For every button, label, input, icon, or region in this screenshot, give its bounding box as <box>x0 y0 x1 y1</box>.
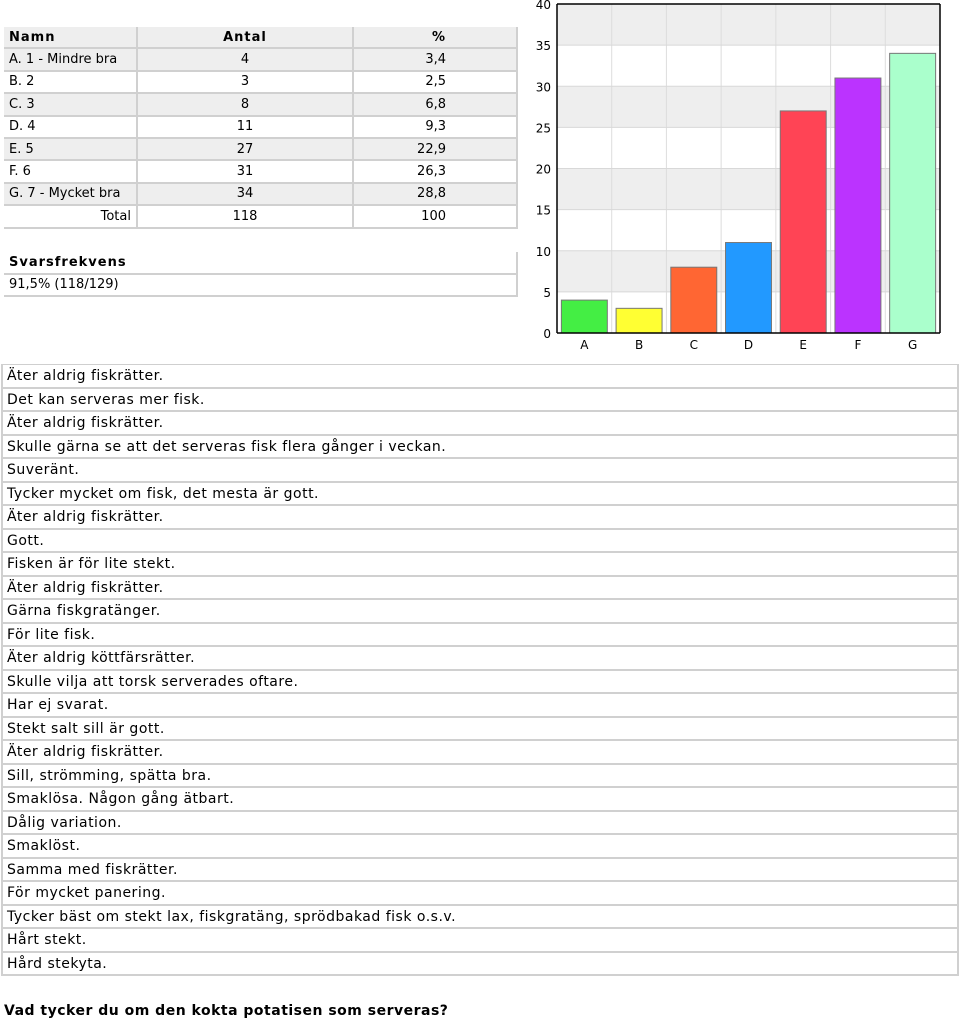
comment-row: Hård stekyta. <box>1 953 959 977</box>
y-tick-label: 5 <box>543 285 551 300</box>
row-name: A. 1 - Mindre bra <box>4 49 138 71</box>
comment-row: Äter aldrig fiskrätter. <box>1 412 959 436</box>
comment-row: Gott. <box>1 530 959 554</box>
bar-c <box>671 267 717 333</box>
row-percent: 28,8 <box>354 184 518 206</box>
row-percent: 3,4 <box>354 49 518 71</box>
next-question-heading: Vad tycker du om den kokta potatisen som serveras? <box>4 1003 449 1019</box>
comment-row: Smaklösa. Någon gång ätbart. <box>1 788 959 812</box>
comments-list <box>1 364 959 976</box>
comment-row: Stekt salt sill är gott. <box>1 718 959 742</box>
bar-g <box>890 53 936 333</box>
x-tick-label: G <box>907 338 918 352</box>
comment-row: Hårt stekt. <box>1 929 959 953</box>
comment-row: Äter aldrig fiskrätter. <box>1 741 959 765</box>
y-tick-label: 20 <box>535 162 551 177</box>
table-row <box>4 184 518 206</box>
comment-row: Äter aldrig fiskrätter. <box>1 577 959 601</box>
row-percent: 22,9 <box>354 139 518 161</box>
x-tick-label: B <box>634 338 644 352</box>
comment-row: Äter aldrig köttfärsrätter. <box>1 647 959 671</box>
total-label: Total <box>4 206 138 228</box>
comment-row: Smaklöst. <box>1 835 959 859</box>
header-name: Namn <box>4 27 138 49</box>
y-tick-label: 30 <box>535 80 551 95</box>
bar-chart <box>526 0 956 360</box>
row-percent: 2,5 <box>354 72 518 94</box>
comment-row: Sill, strömming, spätta bra. <box>1 765 959 789</box>
row-count: 34 <box>138 184 354 206</box>
bar-a <box>561 300 607 333</box>
comment-row: Gärna fiskgratänger. <box>1 600 959 624</box>
x-tick-label: A <box>580 338 589 352</box>
row-percent: 9,3 <box>354 117 518 139</box>
comment-row: Tycker mycket om fisk, det mesta är gott. <box>1 483 959 507</box>
y-tick-label: 10 <box>535 244 551 259</box>
x-tick-label: D <box>743 338 754 352</box>
bar-b <box>616 308 662 333</box>
x-tick-label: C <box>689 338 698 352</box>
y-tick-label: 25 <box>535 121 551 136</box>
row-name: F. 6 <box>4 161 138 183</box>
total-row <box>4 206 518 228</box>
row-percent: 26,3 <box>354 161 518 183</box>
row-count: 27 <box>138 139 354 161</box>
row-name: G. 7 - Mycket bra <box>4 184 138 206</box>
table-row <box>4 72 518 94</box>
comment-row: Skulle vilja att torsk serverades oftare. <box>1 671 959 695</box>
y-tick-label: 15 <box>535 203 551 218</box>
bar-f <box>835 78 881 333</box>
comment-row: För mycket panering. <box>1 882 959 906</box>
grid-band <box>557 169 940 210</box>
y-tick-label: 40 <box>535 0 551 12</box>
response-rate-value: 91,5% (118/129) <box>4 275 518 298</box>
total-percent: 100 <box>354 206 518 228</box>
row-count: 4 <box>138 49 354 71</box>
comment-row: Fisken är för lite stekt. <box>1 553 959 577</box>
comment-row: Äter aldrig fiskrätter. <box>1 365 959 389</box>
row-name: C. 3 <box>4 94 138 116</box>
comment-row: Skulle gärna se att det serveras fisk flera gånger i veckan. <box>1 436 959 460</box>
grid-band <box>557 86 940 127</box>
row-percent: 6,8 <box>354 94 518 116</box>
table-row <box>4 161 518 183</box>
comment-row: Det kan serveras mer fisk. <box>1 389 959 413</box>
comment-row: För lite fisk. <box>1 624 959 648</box>
total-count: 118 <box>138 206 354 228</box>
bar-d <box>726 243 772 333</box>
comment-row: Äter aldrig fiskrätter. <box>1 506 959 530</box>
grid-band <box>557 4 940 45</box>
row-name: D. 4 <box>4 117 138 139</box>
x-tick-label: E <box>799 338 808 352</box>
comment-row: Samma med fiskrätter. <box>1 859 959 883</box>
row-count: 31 <box>138 161 354 183</box>
table-row <box>4 139 518 161</box>
y-tick-label: 0 <box>543 327 551 341</box>
row-name: B. 2 <box>4 72 138 94</box>
header-count: Antal <box>138 27 354 49</box>
table-row <box>4 49 518 71</box>
response-rate-value-row <box>4 275 518 298</box>
row-count: 11 <box>138 117 354 139</box>
response-rate-header-row <box>4 252 518 275</box>
row-count: 3 <box>138 72 354 94</box>
results-table <box>4 27 518 229</box>
comment-row: Tycker bäst om stekt lax, fiskgratäng, sprödbakad fisk o.s.v. <box>1 906 959 930</box>
results-header-row <box>4 27 518 49</box>
bar-e <box>780 111 826 333</box>
response-rate-label: Svarsfrekvens <box>4 252 518 275</box>
table-row <box>4 94 518 116</box>
header-percent: % <box>354 27 518 49</box>
comment-row: Dålig variation. <box>1 812 959 836</box>
row-count: 8 <box>138 94 354 116</box>
comment-row: Suveränt. <box>1 459 959 483</box>
table-row <box>4 117 518 139</box>
comment-row: Har ej svarat. <box>1 694 959 718</box>
x-tick-label: F <box>854 338 862 352</box>
y-tick-label: 35 <box>535 39 551 54</box>
response-rate-box <box>4 252 518 297</box>
row-name: E. 5 <box>4 139 138 161</box>
